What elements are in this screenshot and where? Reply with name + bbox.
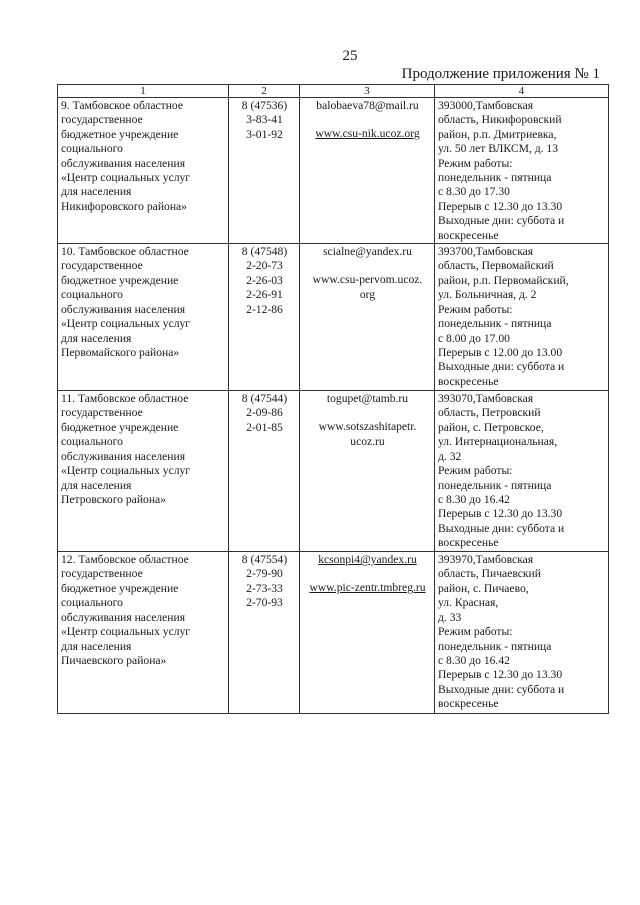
name-line: социального <box>61 435 123 449</box>
schedule-line: понедельник - пятница <box>438 478 552 492</box>
address-line: ул. Интернациональная, <box>438 435 558 449</box>
website-link-continuation[interactable]: org <box>359 287 376 301</box>
schedule-line: Режим работы: <box>438 156 513 170</box>
table-header-row <box>58 85 609 98</box>
address-cell <box>435 98 609 244</box>
phone-number: 3-01-92 <box>246 127 283 141</box>
name-line: государственное <box>61 259 143 273</box>
phone-number: 2-79-90 <box>246 567 283 581</box>
name-line: государственное <box>61 113 143 127</box>
phone-number: 2-09-86 <box>246 406 283 420</box>
website-link[interactable]: www.sotszashitapetr. <box>318 420 417 434</box>
name-line: 9. Тамбовское областное <box>61 99 183 112</box>
schedule-line: с 8.30 до 16.42 <box>438 653 510 667</box>
schedule-line: Перерыв с 12.00 до 13.00 <box>438 345 563 359</box>
schedule-line: воскресенье <box>438 536 499 550</box>
column-header-4: 4 <box>435 85 609 98</box>
name-line: для населения <box>61 331 132 345</box>
name-line: «Центр социальных услуг <box>61 317 191 331</box>
institutions-table <box>57 84 609 714</box>
phone-number: 2-01-85 <box>246 420 283 434</box>
address-line: д. 33 <box>438 610 462 624</box>
name-line: Никифоровского района» <box>61 199 187 213</box>
institution-name-cell <box>58 244 229 391</box>
address-line: ул. Больничная, д. 2 <box>438 288 537 302</box>
table-row <box>58 391 609 552</box>
schedule-line: воскресенье <box>438 374 499 388</box>
address-cell <box>435 552 609 714</box>
schedule-line: Выходные дни: суббота и <box>438 521 565 535</box>
contacts-cell <box>300 391 435 552</box>
address-line: район, р.п. Дмитриевка, <box>438 127 557 141</box>
phone-code: 8 (47544) <box>241 392 288 406</box>
address-line: область, Никифоровский <box>438 113 562 127</box>
name-line: социального <box>61 142 123 156</box>
schedule-line: Режим работы: <box>438 625 513 639</box>
phone-cell <box>229 391 300 552</box>
column-header-3: 3 <box>300 85 435 98</box>
address-line: область, Первомайский <box>438 259 554 273</box>
continuation-heading: Продолжение приложения № 1 <box>401 66 600 82</box>
name-line: государственное <box>61 406 143 420</box>
name-line: для населения <box>61 185 132 199</box>
phone-cell <box>229 244 300 391</box>
column-header-2: 2 <box>229 85 300 98</box>
table-row <box>58 98 609 244</box>
phone-cell <box>229 552 300 714</box>
name-line: Пичаевского района» <box>61 653 167 667</box>
address-line: область, Петровский <box>438 406 541 420</box>
name-line: социального <box>61 596 123 610</box>
name-line: 11. Тамбовское областное <box>61 392 189 406</box>
institution-name-cell <box>58 391 229 552</box>
phone-cell <box>229 98 300 244</box>
schedule-line: Режим работы: <box>438 302 513 316</box>
name-line: обслуживания населения <box>61 449 186 463</box>
address-line: область, Пичаевский <box>438 567 541 581</box>
address-line: д. 32 <box>438 449 462 463</box>
address-line: 393000,Тамбовская <box>438 99 534 112</box>
phone-number: 3-83-41 <box>246 113 283 127</box>
column-header-1: 1 <box>58 85 229 98</box>
name-line: «Центр социальных услуг <box>61 625 191 639</box>
address-line: ул. Красная, <box>438 596 499 610</box>
name-line: бюджетное учреждение <box>61 420 179 434</box>
email-link[interactable]: scialne@yandex.ru <box>323 245 412 259</box>
name-line: для населения <box>61 478 132 492</box>
phone-number: 2-73-33 <box>246 581 283 595</box>
email-link[interactable]: togupet@tamb.ru <box>326 392 409 406</box>
schedule-line: Выходные дни: суббота и <box>438 682 565 696</box>
name-line: обслуживания населения <box>61 156 186 170</box>
page-number: 25 <box>342 48 358 64</box>
website-link[interactable]: www.csu-pervom.ucoz. <box>312 273 423 287</box>
name-line: для населения <box>61 639 132 653</box>
website-link[interactable]: www.pic-zentr.tmbreg.ru <box>309 581 426 595</box>
name-line: государственное <box>61 567 143 581</box>
schedule-line: воскресенье <box>438 228 499 242</box>
email-link[interactable]: kcsonpi4@yandex.ru <box>318 553 417 567</box>
schedule-line: Перерыв с 12.30 до 13.30 <box>438 199 563 213</box>
contacts-cell <box>300 98 435 244</box>
name-line: 12. Тамбовское областное <box>61 553 189 567</box>
phone-code: 8 (47554) <box>241 553 288 567</box>
name-line: обслуживания населения <box>61 610 186 624</box>
address-line: район, с. Петровское, <box>438 420 544 434</box>
schedule-line: Перерыв с 12.30 до 13.30 <box>438 668 563 682</box>
schedule-line: Перерыв с 12.30 до 13.30 <box>438 507 563 521</box>
name-line: 10. Тамбовское областное <box>61 245 189 259</box>
address-line: 393970,Тамбовская <box>438 553 534 567</box>
phone-number: 2-20-73 <box>246 259 283 273</box>
schedule-line: Режим работы: <box>438 464 513 478</box>
schedule-line: с 8.30 до 17.30 <box>438 185 510 199</box>
website-link-continuation[interactable]: ucoz.ru <box>350 434 385 448</box>
schedule-line: понедельник - пятница <box>438 171 552 185</box>
contacts-cell <box>300 552 435 714</box>
website-link[interactable]: www.csu-nik.ucoz.org <box>315 127 420 141</box>
institution-name-cell <box>58 552 229 714</box>
email-link[interactable]: balobaeva78@mail.ru <box>316 99 419 112</box>
schedule-line: Выходные дни: суббота и <box>438 360 565 374</box>
address-line: ул. 50 лет ВЛКСМ, д. 13 <box>438 142 558 156</box>
address-cell <box>435 391 609 552</box>
name-line: бюджетное учреждение <box>61 127 179 141</box>
name-line: «Центр социальных услуг <box>61 464 191 478</box>
schedule-line: понедельник - пятница <box>438 639 552 653</box>
schedule-line: понедельник - пятница <box>438 317 552 331</box>
phone-code: 8 (47548) <box>241 245 288 259</box>
name-line: бюджетное учреждение <box>61 273 179 287</box>
schedule-line: воскресенье <box>438 697 499 711</box>
address-line: район, р.п. Первомайский, <box>438 273 569 287</box>
schedule-line: Выходные дни: суббота и <box>438 214 565 228</box>
institution-name-cell <box>58 98 229 244</box>
phone-number: 2-26-03 <box>246 273 283 287</box>
table-row <box>58 244 609 391</box>
address-line: 393700,Тамбовская <box>438 245 534 259</box>
phone-number: 2-70-93 <box>246 596 283 610</box>
address-line: 393070,Тамбовская <box>438 392 534 406</box>
name-line: Петровского района» <box>61 492 166 506</box>
name-line: социального <box>61 288 123 302</box>
name-line: «Центр социальных услуг <box>61 171 191 185</box>
schedule-line: с 8.30 до 16.42 <box>438 492 510 506</box>
name-line: Первомайского района» <box>61 345 180 359</box>
address-line: район, с. Пичаево, <box>438 581 529 595</box>
schedule-line: с 8.00 до 17.00 <box>438 331 510 345</box>
phone-number: 2-12-86 <box>246 302 283 316</box>
name-line: бюджетное учреждение <box>61 581 179 595</box>
phone-code: 8 (47536) <box>241 99 288 112</box>
address-cell <box>435 244 609 391</box>
contacts-cell <box>300 244 435 391</box>
table-row <box>58 552 609 714</box>
phone-number: 2-26-91 <box>246 288 283 302</box>
name-line: обслуживания населения <box>61 302 186 316</box>
